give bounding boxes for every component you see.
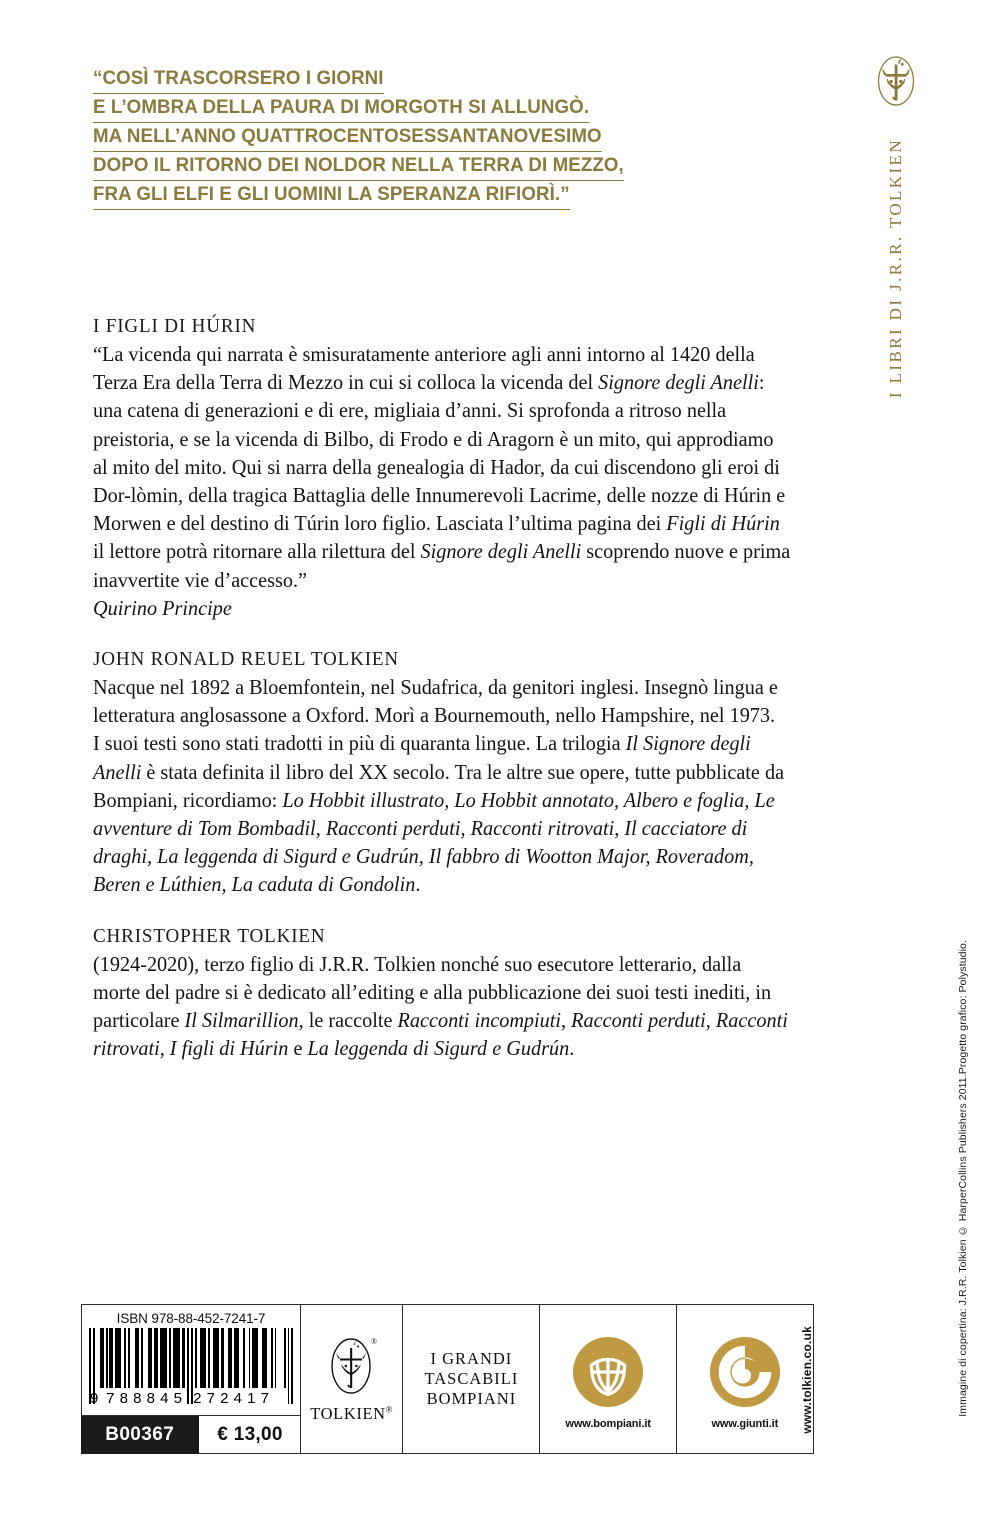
section-heading-author: JOHN RONALD REUEL TOLKIEN: [93, 648, 399, 671]
imprint-line-2: TASCABILI: [424, 1369, 519, 1388]
bompiani-logo-icon: [572, 1335, 644, 1409]
barcode-digit: 8: [133, 1389, 143, 1407]
barcode-digit: 8: [119, 1389, 129, 1407]
imprint-line-1: I GRANDI: [430, 1349, 513, 1368]
registered-mark: ®: [385, 1404, 394, 1415]
credit-cover-image: Immagine di copertina: J.R.R. Tolkien © HarperCollins Publishers 2011.: [957, 1074, 969, 1417]
barcode-cell: [81, 1304, 301, 1454]
barcode-bars: [89, 1328, 293, 1388]
barcode-digit: 7: [206, 1389, 216, 1407]
tolkien-wordmark: [310, 1404, 393, 1424]
giunti-logo-icon: [709, 1335, 781, 1409]
back-cover-text: [93, 313, 793, 1082]
barcode-digits: [89, 1388, 293, 1408]
price-value: € 13,00: [217, 1424, 283, 1446]
publisher-cell-giunti: [676, 1304, 814, 1454]
tolkien-wordmark-text: TOLKIEN: [310, 1404, 386, 1423]
tolkien-monogram-icon: [873, 50, 919, 112]
barcode-digit: 5: [173, 1389, 183, 1407]
section-book: [93, 313, 793, 622]
section-heading-editor: CHRISTOPHER TOLKIEN: [93, 924, 326, 947]
headline-line-3: MA NELL’ANNO QUATTROCENTOSESSANTANOVESIMO: [93, 124, 602, 152]
editor-biography: (1924-2020), terzo figlio di J.R.R. Tolkien nonché suo esecutore letterario, dalla morte del padre si è dedicato all’editing e alla pubblicazione dei suoi testi inediti, in particolare Il Silmarillion, le raccolte Racconti incompiuti, Racconti perduti, Racconti ritrovati, I figli di Húrin e La leggenda di Sigurd e Gudrún.: [93, 951, 788, 1061]
isbn-label: ISBN 978-88-452-7241-7: [116, 1311, 266, 1326]
barcode-digit: 4: [160, 1389, 170, 1407]
tolkien-brand-cell: [300, 1304, 404, 1454]
author-biography: Nacque nel 1892 a Bloemfontein, nel Sudafrica, da genitori inglesi. Insegnò lingua e letteratura anglosassone a Oxford. Morì a Bournemouth, nello Hampshire, nel 1973. I suoi testi sono stati tradotti in più di quaranta lingue. La trilogia Il Signore degli Anelli è stata definita il libro del XX secolo. Tra le altre sue opere, tutte pubblicate da Bompiani, ricordiamo: Lo Hobbit illustrato, Lo Hobbit annotato, Albero e foglia, Le avventure di Tom Bombadil, Racconti perduti, Racconti ritrovati, Il cacciatore di draghi, La leggenda di Sigurd e Gudrún, Il fabbro di Wootton Major, Roveradom, Beren e Lúthien, La caduta di Gondolin.: [93, 675, 785, 897]
book-description: “La vicenda qui narrata è smisuratamente anteriore agli anni intorno al 1420 della Terza Era della Terra di Mezzo in cui si colloca la vicenda del Signore degli Anelli: una catena di generazioni e di ere, migliaia d’anni. Si sprofonda a ritroso nella preistoria, e se la vicenda di Bilbo, di Frodo e di Aragorn è un mito, qui approdiamo al mito del mito. Qui si narra della genealogia di Hador, da cui discendono gli eroi di Dor-lòmin, della tragica Battaglia delle Innumerevoli Lacrime, delle nozze di Húrin e Morwen e del destino di Túrin loro figlio. Lasciata l’ultima pagina dei Figli di Húrin il lettore potrà ritornare alla rilettura del Signore degli Anelli scoprendo nuove e prima inavvertite vie d’accesso.”: [93, 342, 791, 592]
headline-line-4: DOPO IL RITORNO DEI NOLDOR NELLA TERRA DI MEZZO,: [93, 153, 624, 181]
headline-line-5: FRA GLI ELFI E GLI UOMINI LA SPERANZA RIFIORÌ.”: [93, 182, 570, 210]
imprint-line-3: BOMPIANI: [426, 1389, 517, 1408]
price-row: [81, 1415, 302, 1454]
barcode-digit: 8: [146, 1389, 156, 1407]
imprint-cell: [402, 1304, 540, 1454]
section-editor: [93, 923, 793, 1063]
cover-credits: [957, 940, 969, 1460]
headline-line-2: E L’OMBRA DELLA PAURA DI MORGOTH SI ALLUNGÒ.: [93, 95, 589, 123]
section-heading-book: I FIGLI DI HÚRIN: [93, 315, 257, 337]
barcode-digit: 1: [247, 1389, 257, 1407]
bottom-bar: [81, 1304, 813, 1454]
tolkien-website-url[interactable]: www.tolkien.co.uk: [800, 1326, 814, 1434]
barcode-digit: 2: [193, 1389, 203, 1407]
book-attribution: Quirino Principe: [93, 595, 232, 620]
barcode-digit: 2: [220, 1389, 230, 1407]
section-author: [93, 646, 793, 899]
credit-design: Progetto grafico: Polystudio.: [957, 940, 969, 1075]
spine-panel: [856, 50, 936, 470]
tolkien-monogram-icon: [326, 1330, 378, 1402]
barcode-digit: 9: [90, 1389, 100, 1407]
headline-line-1: “COSÌ TRASCORSERO I GIORNI: [93, 66, 384, 94]
svg-text:®: ®: [370, 1337, 377, 1346]
barcode-digit: 7: [260, 1389, 270, 1407]
publisher-cell-bompiani: [539, 1304, 677, 1454]
barcode-graphic: [82, 1326, 300, 1415]
barcode-digit: 4: [233, 1389, 243, 1407]
giunti-url[interactable]: www.giunti.it: [711, 1417, 779, 1430]
barcode-digit: 7: [106, 1389, 116, 1407]
bompiani-url[interactable]: www.bompiani.it: [565, 1417, 651, 1430]
product-code: B00367: [81, 1416, 199, 1454]
headline-quote: [93, 66, 743, 211]
spine-title: I LIBRI DI J.R.R. TOLKIEN: [886, 138, 905, 399]
imprint-name: [424, 1349, 518, 1409]
